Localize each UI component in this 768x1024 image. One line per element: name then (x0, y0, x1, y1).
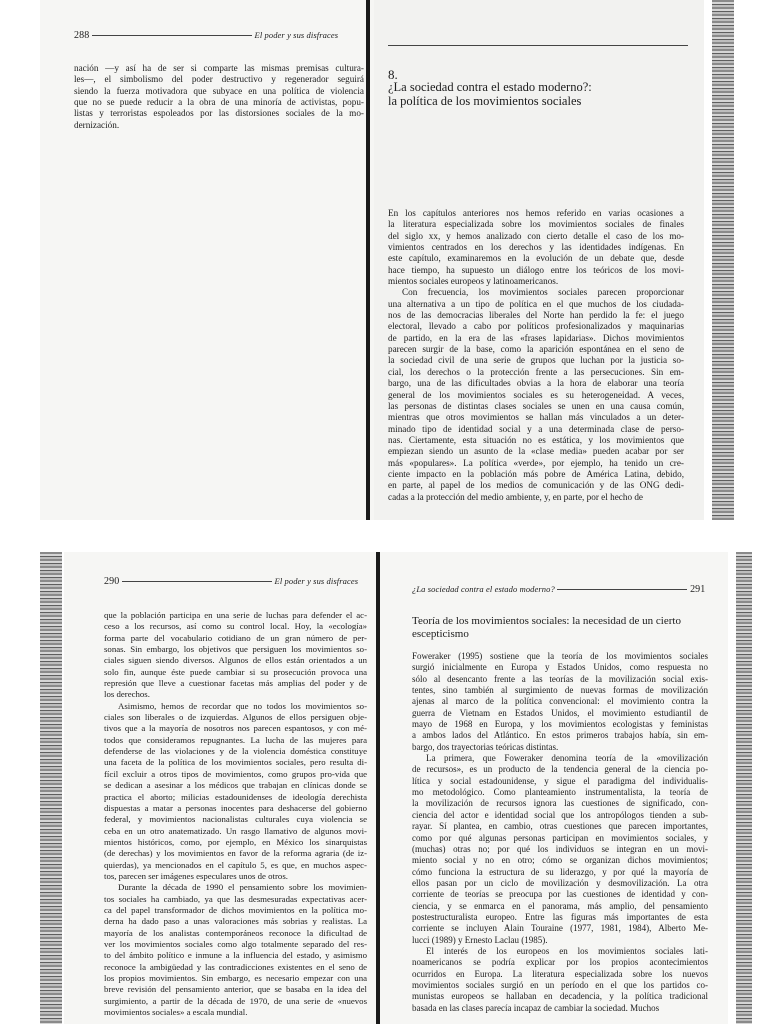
body-text (388, 208, 684, 503)
text-line: cial, los derechos o la protección frente a las persecuciones. Sin em- (388, 366, 684, 377)
running-head: El poder y sus disfraces (274, 576, 359, 586)
page-edge (712, 0, 734, 520)
text-line: dispuestas a matar a personas inocentes para deshacerse del gobierno (104, 802, 367, 813)
body-text (104, 610, 367, 1018)
text-line: surgió inicialmente en Europa y Estados Unidos, como respuesta no (412, 662, 708, 673)
paragraph (412, 946, 708, 1014)
page-289 (374, 0, 704, 520)
text-line: cómo funciona la estructura de su liderazgo, y por qué la mayoría de (412, 866, 708, 877)
text-line: ceso a los recursos, así como su control local. Hoy, la «ecología» (104, 621, 367, 632)
text-line: ellos pasan por un ciclo de movilización y desmovilización. La otra (412, 877, 708, 888)
text-line: represión que lleve a cuestionar facetas más amplias del poder y de (104, 678, 367, 689)
text-line: noamericanos se podría explicar por los propios acontecimientos (412, 957, 708, 968)
header-rule (122, 581, 272, 582)
text-line: ver los movimientos sociales como algo totalmente separado del res- (104, 938, 367, 949)
text-line: bargo, dos trayectorias teóricas distintas. (412, 741, 559, 752)
text-line: de recursos», es un producto de la tendencia general de la ciencia po- (412, 764, 708, 775)
text-line: en parte, al papel de los medios de comunicación y de las ONG dedi- (388, 480, 684, 491)
text-line: El interés de los europeos en los movimientos sociales lati- (426, 945, 708, 956)
text-line: rayar. Sí plantea, en cambio, otras cuestiones que parecen importantes, (412, 821, 708, 832)
text-line: munistas europeos se hallaban en decadencia, y la política tradicional (412, 991, 708, 1002)
text-line: se dedican a asesinar a los médicos que trabajan en clínicas donde se (104, 780, 367, 791)
page-number: 291 (690, 584, 706, 595)
paragraph (412, 651, 708, 753)
text-line: to del ámbito político e inmune a la influencia del estado, y asimismo (104, 950, 367, 961)
text-line: postestructuralista europeo. Entre las figuras más importantes de esta (412, 911, 708, 922)
text-line: les—, el simbolismo del poder destructivo y regenerador seguirá (74, 74, 364, 85)
text-line: vimientos centrados en los derechos y las identidades indígenas. En (388, 242, 684, 253)
text-line: nas. Ciertamente, esta situación no es estática, y los movimientos que (388, 434, 684, 445)
text-line: nos de las democracias liberales del Norte han perdido la fe: el juego (388, 310, 684, 321)
text-line: Durante la década de 1990 el pensamiento sobre los movimien- (118, 882, 367, 893)
text-line: más «populares». La política «verde», por ejemplo, ha tenido un cre- (388, 457, 684, 468)
text-line: La primera, que Foweraker denomina teoría de la «movilización (426, 753, 708, 764)
page-number: 288 (74, 30, 90, 41)
text-line: ciencia del actor e identidad social que los antropólogos tienden a sub- (412, 809, 708, 820)
text-line: ciales son liberales o de izquierdas. Algunos de ellos persiguen obje- (104, 712, 367, 723)
text-line: del siglo xx, y hemos analizado con cierto detalle el caso de los mo- (388, 230, 684, 241)
body-text (412, 651, 708, 1014)
text-line: una faceta de la política de los movimientos sociales, pero resulta di- (104, 757, 367, 768)
paragraph (74, 63, 364, 131)
section-title-line-2: escepticismo (412, 628, 469, 640)
text-line: los propios movimientos. Sin embargo, es necesario empezar con una (104, 973, 367, 983)
text-line: ocurridos en Europa. La literatura especializada sobre los nuevos (412, 968, 708, 979)
text-line: forma parte del vocabulario cotidiano de un gran número de per- (104, 632, 367, 643)
text-line: breve revisión del pensamiento anterior, que se basaba en la idea del (104, 984, 367, 995)
page-290 (64, 552, 376, 1024)
text-line: minado tipo de identidad social y a una determinada clase de perso- (388, 423, 684, 434)
text-line: nación —y así ha de ser si comparte las mismas premisas cultura- (74, 63, 364, 73)
page-edge (736, 552, 752, 1024)
text-line: ceba en un otro anatematizado. Un rasgo llamativo de algunos movi- (104, 825, 367, 836)
text-line: cadas a la protección del medio ambiente, y, en parte, por el hecho de (388, 491, 644, 502)
text-line: lucci (1989) y Ernesto Laclau (1985). (412, 934, 548, 945)
text-line: mayoría de los analistas contemporáneos reconoce la dificultad de (104, 927, 367, 938)
text-line: defenderse de las violaciones y de la violencia doméstica constituye (104, 746, 367, 757)
text-line: surgimiento, a partir de la década de 1970, de una serie de «nuevos (104, 995, 367, 1006)
body-text (74, 63, 364, 131)
text-line: la literatura especializada sobre los movimientos sociales de finales (388, 219, 684, 230)
text-line: general de los movimientos sociales es su heterogeneidad. A veces, (388, 389, 684, 400)
text-line: movimientos sociales» a escala mundial. (104, 1007, 248, 1018)
paragraph (104, 701, 367, 883)
text-line: listas y terroristas espoleados por las distorsiones sociales de la mo- (74, 108, 364, 119)
text-line: las personas de distintas clases sociales se unen en una causa común, (388, 400, 684, 411)
header-rule (557, 589, 687, 590)
text-line: corriente de teorías se preocupa por las cuestiones de identidad y con- (412, 889, 708, 900)
page-291 (380, 552, 728, 1024)
text-line: la sociedad civil de una serie de grupos que luchan por la justicia so- (388, 355, 684, 366)
paragraph (388, 287, 684, 503)
running-head: El poder y sus disfraces (254, 30, 339, 40)
text-line: En los capítulos anteriores nos hemos referido en varias ocasiones a (388, 208, 684, 218)
text-line: electoral, llevado a cabo por políticos profesionalizados y maquinarias (388, 321, 684, 332)
text-line: derna ha dado paso a unas valoraciones más sobrias y realistas. La (104, 916, 367, 927)
text-line: bargo, una de las dificultades obvias a la hora de elaborar una teoría (388, 378, 684, 389)
text-line: (muchas) otras no; por qué los individuos se integran en un movi- (412, 843, 708, 854)
chapter-title (388, 80, 688, 108)
text-line: dernización. (74, 119, 120, 130)
running-head: ¿La sociedad contra el estado moderno? (412, 584, 555, 594)
text-line: que no se puede reducir a la obra de una minoría de activistas, popu- (74, 97, 364, 108)
chapter-number: 8. (388, 67, 398, 82)
text-line: mientos históricos, como, por ejemplo, en México los sinarquistas (104, 836, 367, 847)
page-header (412, 584, 705, 595)
text-line: corriente se incluyen Alain Touraine (1977, 1981, 1984), Alberto Me- (412, 923, 708, 934)
text-line: miento social y no en otro; cómo se organizan dichos movimientos; (412, 855, 708, 866)
paragraph (388, 208, 684, 287)
text-line: quierdas), ya mencionados en el capítulo 5, es que, en muchos aspec- (104, 859, 367, 870)
text-line: a ambos lados del Atlántico. En estos primeros trabajos había, sin em- (412, 730, 708, 741)
text-line: empiezan siendo un asunto de la «clase media» pueden acabar por ser (388, 446, 684, 457)
text-line: sonas. Sin embargo, los objetivos que persiguen los movimientos so- (104, 644, 367, 655)
chapter-title-line-1: ¿La sociedad contra el estado moderno?: (388, 80, 592, 94)
text-line: tos sociales ha cambiado, ya que las desmesuradas expectativas acer- (104, 893, 367, 904)
text-line: Foweraker (1995) sostiene que la teoría de los movimientos sociales (412, 651, 708, 661)
text-line: una alternativa a un tipo de política en el que muchos de los ciudada- (388, 298, 684, 309)
text-line: como por qué algunas personas participan en movimientos sociales, y (412, 832, 708, 843)
page-edge (40, 552, 62, 1024)
text-line: todos que consideramos repugnantes. La lucha de las mujeres para (104, 734, 367, 745)
text-line: reconoce la ambigüedad y las contradicciones existentes en el seno de (104, 961, 367, 972)
text-line: basada en las clases parecía incapaz de cambiar la sociedad. Muchos (412, 1002, 660, 1013)
text-line: que la población participa en una serie de luchas para defender el ac- (104, 610, 367, 620)
section-title (412, 615, 712, 641)
text-line: fícil excluir a otros tipos de movimientos, como grupos pro-vida que (104, 768, 367, 779)
text-line: mo metodológico. Como planteamiento instrumentalista, la teoría de (412, 787, 708, 798)
text-line: ca del papel transformador de dichos movimientos en la política mo- (104, 904, 367, 915)
text-line: mientos sociales europeos y latinoamericanos. (388, 276, 559, 287)
paragraph (104, 610, 367, 701)
page-header (74, 30, 338, 41)
text-line: guerra de Vietnam en Estados Unidos, el movimiento estudiantil de (412, 707, 708, 718)
page-header (104, 576, 358, 587)
header-rule (92, 35, 252, 36)
chapter-title-line-2: la política de los movimientos sociales (388, 94, 582, 108)
text-line: ajenas al marco de la política convencional: el movimiento contra la (412, 696, 708, 707)
text-line: Asimismo, hemos de recordar que no todos los movimientos so- (118, 700, 367, 711)
spine-shadow (366, 0, 370, 520)
text-line: movimientos sociales surgió en un período en el que los partidos co- (412, 979, 708, 990)
text-line: (de derechas) y los movimientos en favor de la reforma agraria (de iz- (104, 848, 367, 859)
text-line: tentes, sino también al surgimiento de nuevas formas de movilización (412, 685, 708, 696)
text-line: de partido, en la era de las «frases lapidarias». Dichos movimientos (388, 332, 684, 343)
text-line: los derechos. (104, 689, 150, 700)
text-line: sólo al desencanto frente a las teorías de la movilización social exis- (412, 673, 708, 684)
text-line: mayo de 1968 en Europa, y los movimientos ecologistas y feministas (412, 719, 708, 730)
header-rule (388, 40, 688, 51)
text-line: federal, y movimientos nacionalistas culturales cuya violencia se (104, 814, 367, 825)
paragraph (412, 753, 708, 946)
text-line: lítica y social estadounidense, y sigue el paradigma del individualis- (412, 775, 708, 786)
page-number: 290 (104, 576, 120, 587)
text-line: mientras que otros movimientos se hallan más vinculados a un deter- (388, 412, 684, 423)
section-title-line-1: Teoría de los movimientos sociales: la necesidad de un cierto (412, 615, 681, 627)
text-line: ciente impacto en la población más pobre de América Latina, debido, (388, 468, 684, 479)
text-line: ciales siguen siendo diversos. Algunos de ellos están orientados a un (104, 655, 367, 666)
text-line: hace tiempo, ha supuesto un diálogo entre los teóricos de los movi- (388, 264, 684, 275)
text-line: tivos que a la mayoría de nosotros nos parecen espantosos, y con mé- (104, 723, 367, 734)
text-line: parecen surgir de la base, como la aparición espontánea en el seno de (388, 344, 684, 355)
text-line: siendo la fuerza motivadora que subyace en una política de violencia (74, 85, 364, 96)
text-line: ciencia, y se enmarca en el panorama, más amplio, del pensamiento (412, 900, 708, 911)
text-line: la movilización de recursos ignora las cuestiones de significado, con- (412, 798, 708, 809)
text-line: Con frecuencia, los movimientos sociales parecen proporcionar (402, 287, 684, 298)
text-line: solo fin, aunque éste puede cambiar si su prosecución provoca una (104, 666, 367, 677)
text-line: tos, parecen ser imágenes especulares unos de otros. (104, 870, 288, 881)
page-288 (40, 0, 374, 520)
paragraph (104, 882, 367, 1018)
text-line: practica el aborto; milicias estadounidenses de ideología derechista (104, 791, 367, 802)
text-line: este capítulo, examinaremos en la evolución de un debate que, desde (388, 253, 684, 264)
